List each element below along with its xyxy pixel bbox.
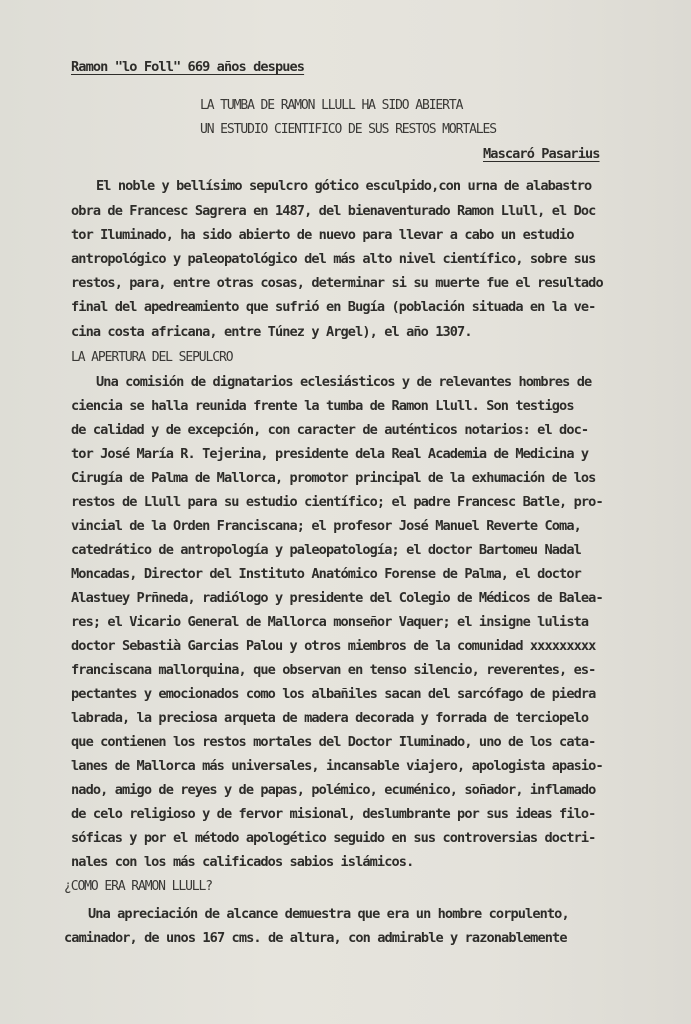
paragraph-1-line: tor Iluminado, ha sido abierto de nuevo para llevar a cabo un estudio [71,227,574,243]
section-heading-como-era: ¿COMO ERA RAMON LLULL? [64,879,212,894]
paragraph-2-line: Alastuey Prñneda, radiólogo y presidente del Colegio de Médicos de Balea- [71,590,603,606]
paragraph-2-line: pectantes y emocionados como los albañiles sacan del sarcófago de piedra [71,686,596,702]
paragraph-2-line: ciencia se halla reunida frente la tumba de Ramon Llull. Son testigos [71,398,574,414]
running-title: Ramon "lo Foll" 669 años despues [71,59,305,75]
paragraph-1-line: cina costa africana, entre Túnez y Argel), el año 1307. [71,324,472,340]
paragraph-3-line: Una apreciación de alcance demuestra que era un hombre corpulento, [88,906,569,922]
paragraph-2-line: nales con los más calificados sabios islámicos. [71,854,414,870]
paragraph-1-line: El noble y bellísimo sepulcro gótico esculpido,con urna de alabastro [96,178,592,194]
paragraph-2-line: Una comisión de dignatarios eclesiásticos y de relevantes hombres de [96,374,592,390]
headline-line-2: UN ESTUDIO CIENTIFICO DE SUS RESTOS MORTALES [200,122,496,137]
paragraph-2-line: catedrático de antropología y paleopatología; el doctor Bartomeu Nadal [71,542,581,558]
paragraph-3-line: caminador, de unos 167 cms. de altura, con admirable y razonablemente [64,930,567,946]
paragraph-2-line: de celo religioso y de fervor misional, deslumbrante por sus ideas filo- [71,806,596,822]
section-heading-apertura: LA APERTURA DEL SEPULCRO [71,350,233,365]
paragraph-2-line: que contienen los restos mortales del Doctor Iluminado, uno de los cata- [71,734,596,750]
paragraph-2-line: lanes de Mallorca más universales, incansable viajero, apologista apasio- [71,758,603,774]
paragraph-2-line: Moncadas, Director del Instituto Anatómico Forense de Palma, el doctor [71,566,581,582]
paragraph-2-line: nado, amigo de reyes y de papas, polémico, ecuménico, soñador, inflamado [71,782,596,798]
paragraph-1-line: restos, para, entre otras cosas, determinar si su muerte fue el resultado [71,275,603,291]
headline-line-1: LA TUMBA DE RAMON LLULL HA SIDO ABIERTA [200,98,463,113]
paragraph-1-line: obra de Francesc Sagrera en 1487, del bienaventurado Ramon Llull, el Doc [71,203,596,219]
author-byline: Mascaró Pasarius [483,146,600,162]
paragraph-2-line: doctor Sebastià Garcias Palou y otros miembros de la comunidad xxxxxxxxx [71,638,596,654]
paragraph-2-line: Cirugía de Palma de Mallorca, promotor principal de la exhumación de los [71,470,596,486]
paragraph-2-line: vincial de la Orden Franciscana; el profesor José Manuel Reverte Coma, [71,518,581,534]
paragraph-2-line: labrada, la preciosa arqueta de madera decorada y forrada de terciopelo [71,710,589,726]
paragraph-2-line: restos de Llull para su estudio científico; el padre Francesc Batle, pro- [71,494,603,510]
paragraph-2-line: franciscana mallorquina, que observan en tenso silencio, reverentes, es- [71,662,596,678]
paragraph-2-line: sóficas y por el método apologético seguido en sus controversias doctri- [71,830,596,846]
paragraph-2-line: tor José María R. Tejerina, presidente dela Real Academia de Medicina y [71,446,589,462]
paragraph-2-line: res; el Vicario General de Mallorca monseñor Vaquer; el insigne lulista [71,614,589,630]
paragraph-2-line: de calidad y de excepción, con caracter de auténticos notarios: el doc- [71,422,589,438]
paragraph-1-line: final del apedreamiento que sufrió en Bugía (población situada en la ve- [71,299,596,315]
paragraph-1-line: antropológico y paleopatológico del más alto nivel científico, sobre sus [71,251,596,267]
